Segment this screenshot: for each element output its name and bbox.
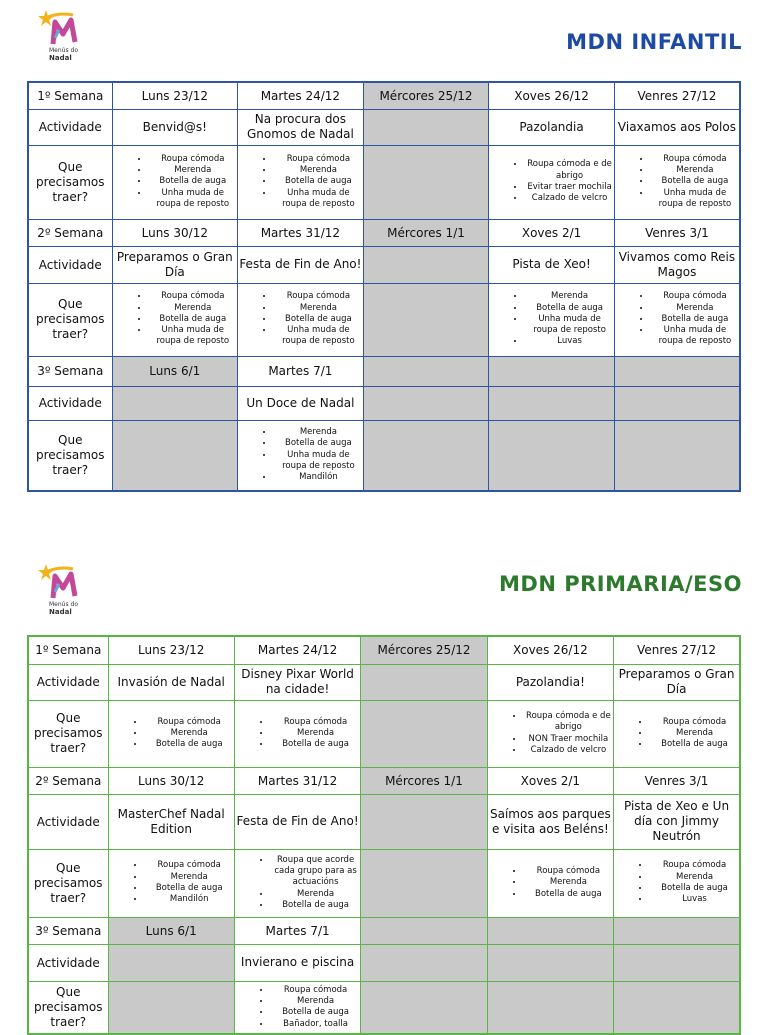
item: • Luvas — [525, 336, 614, 347]
week-label: 1º Semana — [28, 82, 112, 109]
day-header: Xoves 26/12 — [487, 636, 613, 664]
items-cell — [489, 145, 615, 219]
day-header: Xoves 26/12 — [489, 82, 615, 109]
item: • Merenda — [149, 165, 238, 176]
day-header: Martes 24/12 — [238, 82, 364, 109]
item: • Botella de auga — [651, 314, 739, 325]
item: • Roupa cómoda — [271, 717, 360, 728]
item: • NON Traer mochila — [524, 734, 613, 745]
item: • Botella de auga — [271, 1007, 360, 1018]
item: • Merenda — [149, 303, 238, 314]
row-label-activity: Actividade — [28, 109, 112, 145]
logo-text-menus: Menús do — [49, 47, 78, 54]
items-cell — [487, 700, 613, 767]
item: • Merenda — [271, 889, 360, 900]
items-cell — [361, 981, 487, 1034]
day-header: Martes 24/12 — [234, 636, 360, 664]
activity-cell — [361, 944, 487, 981]
item: • Botella de auga — [145, 883, 234, 894]
item: • Roupa cómoda — [650, 860, 739, 871]
day-header: Mércores 25/12 — [363, 82, 489, 109]
activity-cell: Saímos aos parques e visita aos Beléns! — [487, 794, 613, 849]
row-label-activity: Actividade — [28, 246, 112, 283]
item: • Botella de auga — [274, 176, 363, 187]
week-label: 3º Semana — [28, 356, 112, 386]
item: • Merenda — [525, 291, 614, 302]
star-m-logo-icon — [37, 562, 83, 602]
items-cell — [108, 700, 234, 767]
activity-cell: Preparamos o Gran Día — [112, 246, 238, 283]
activity-cell — [363, 109, 489, 145]
items-cell — [238, 283, 364, 356]
activity-cell: Un Doce de Nadal — [238, 386, 364, 420]
activity-cell — [361, 664, 487, 700]
logo — [37, 562, 83, 614]
items-list — [238, 427, 363, 483]
item: • Roupa cómoda — [650, 717, 739, 728]
day-header: Venres 27/12 — [614, 636, 740, 664]
logo-text-nadal: Nadal — [49, 608, 72, 616]
day-header: Martes 7/1 — [238, 356, 364, 386]
activity-cell — [487, 944, 613, 981]
item: • Unha muda de roupa de reposto — [651, 188, 739, 211]
item: • Mandilón — [274, 472, 363, 483]
day-header: Martes 31/12 — [238, 219, 364, 246]
day-header — [363, 356, 489, 386]
items-cell — [238, 420, 364, 491]
activity-cell — [108, 944, 234, 981]
item: • Unha muda de roupa de reposto — [149, 325, 238, 348]
item: • Merenda — [651, 165, 739, 176]
items-cell — [363, 283, 489, 356]
day-header — [614, 356, 740, 386]
day-header: Mércores 25/12 — [361, 636, 487, 664]
logo — [37, 8, 83, 60]
section-title: MDN INFANTIL — [566, 30, 742, 54]
items-cell — [112, 145, 238, 219]
schedule-table-infantil — [27, 81, 741, 492]
item: • Merenda — [524, 877, 613, 888]
row-label-what-to-bring: Que precisamos traer? — [28, 145, 112, 219]
item: • Unha muda de roupa de reposto — [274, 188, 363, 211]
activity-cell — [363, 386, 489, 420]
item: • Botella de auga — [271, 739, 360, 750]
day-header: Luns 23/12 — [108, 636, 234, 664]
items-cell — [614, 283, 740, 356]
row-label-activity: Actividade — [28, 944, 108, 981]
activity-cell: Disney Pixar World na cidade! — [234, 664, 360, 700]
item: • Unha muda de roupa de reposto — [149, 188, 238, 211]
activity-cell: Na procura dos Gnomos de Nadal — [238, 109, 364, 145]
items-list — [235, 985, 360, 1030]
items-cell — [238, 145, 364, 219]
day-header — [487, 917, 613, 944]
item: • Botella de auga — [271, 900, 360, 911]
items-cell — [489, 420, 615, 491]
items-cell — [487, 849, 613, 917]
item: • Unha muda de roupa de reposto — [651, 325, 739, 348]
items-cell — [361, 700, 487, 767]
item: • Roupa cómoda — [149, 291, 238, 302]
activity-cell: Preparamos o Gran Día — [614, 664, 740, 700]
item: • Roupa cómoda — [651, 154, 739, 165]
item: • Luvas — [650, 894, 739, 905]
item: • Merenda — [145, 728, 234, 739]
item: • Roupa cómoda — [274, 291, 363, 302]
item: • Calzado de velcro — [524, 745, 613, 756]
items-cell — [489, 283, 615, 356]
items-cell — [234, 849, 360, 917]
day-header: Venres 3/1 — [614, 767, 740, 794]
item: • Botella de auga — [651, 176, 739, 187]
day-header — [614, 917, 740, 944]
item: • Botella de auga — [524, 889, 613, 900]
item: • Roupa cómoda — [651, 291, 739, 302]
item: • Merenda — [145, 872, 234, 883]
day-header: Venres 3/1 — [614, 219, 740, 246]
item: • Botella de auga — [145, 739, 234, 750]
activity-cell — [361, 794, 487, 849]
item: • Merenda — [650, 872, 739, 883]
item: • Merenda — [271, 996, 360, 1007]
item: • Unha muda de roupa de reposto — [525, 314, 614, 337]
items-list — [489, 291, 614, 347]
items-cell — [112, 420, 238, 491]
day-header: Luns 6/1 — [108, 917, 234, 944]
activity-cell — [614, 386, 740, 420]
row-label-what-to-bring: Que precisamos traer? — [28, 981, 108, 1034]
activity-cell — [614, 944, 740, 981]
item: • Unha muda de roupa de reposto — [274, 450, 363, 473]
activity-cell: Vivamos como Reis Magos — [614, 246, 740, 283]
item: • Calzado de velcro — [525, 193, 614, 204]
item: • Botella de auga — [650, 739, 739, 750]
logo-text-nadal: Nadal — [49, 54, 72, 62]
items-cell — [614, 700, 740, 767]
item: • Roupa cómoda — [271, 985, 360, 996]
items-list — [614, 717, 739, 751]
item: • Roupa cómoda — [145, 860, 234, 871]
items-list — [615, 154, 739, 210]
row-label-what-to-bring: Que precisamos traer? — [28, 849, 108, 917]
day-header: Venres 27/12 — [614, 82, 740, 109]
items-list — [489, 159, 614, 204]
day-header — [489, 356, 615, 386]
items-cell — [614, 849, 740, 917]
row-label-activity: Actividade — [28, 664, 108, 700]
items-list — [238, 291, 363, 347]
item: • Unha muda de roupa de reposto — [274, 325, 363, 348]
activity-cell: Pista de Xeo e Un día con Jimmy Neutrón — [614, 794, 740, 849]
item: • Merenda — [651, 303, 739, 314]
items-list — [488, 866, 613, 900]
items-list — [238, 154, 363, 210]
item: • Merenda — [650, 728, 739, 739]
activity-cell — [363, 246, 489, 283]
logo-text-menus: Menús do — [49, 601, 78, 608]
day-header — [361, 917, 487, 944]
item: • Roupa cómoda — [524, 866, 613, 877]
day-header: Mércores 1/1 — [361, 767, 487, 794]
items-list — [113, 154, 238, 210]
item: • Roupa cómoda e de abrigo — [525, 159, 614, 182]
item: • Merenda — [274, 303, 363, 314]
item: • Botella de auga — [149, 176, 238, 187]
activity-cell: Pazolandia! — [487, 664, 613, 700]
week-label: 1º Semana — [28, 636, 108, 664]
items-cell — [487, 981, 613, 1034]
schedule-table-primaria — [27, 635, 741, 1035]
items-cell — [234, 700, 360, 767]
day-header: Martes 7/1 — [234, 917, 360, 944]
item: • Merenda — [274, 165, 363, 176]
item: • Bañador, toalla — [271, 1019, 360, 1030]
item: • Merenda — [271, 728, 360, 739]
items-cell — [363, 420, 489, 491]
activity-cell: Invasión de Nadal — [108, 664, 234, 700]
day-header: Luns 30/12 — [108, 767, 234, 794]
activity-cell: Festa de Fin de Ano! — [234, 794, 360, 849]
items-cell — [614, 420, 740, 491]
day-header: Luns 6/1 — [112, 356, 238, 386]
activity-cell: Pista de Xeo! — [489, 246, 615, 283]
section-title: MDN PRIMARIA/ESO — [499, 572, 742, 596]
items-cell — [363, 145, 489, 219]
day-header: Luns 30/12 — [112, 219, 238, 246]
activity-cell — [112, 386, 238, 420]
activity-cell: Viaxamos aos Polos — [614, 109, 740, 145]
activity-cell — [489, 386, 615, 420]
activity-cell: Benvid@s! — [112, 109, 238, 145]
item: • Mandilón — [145, 894, 234, 905]
items-list — [614, 860, 739, 905]
item: • Roupa cómoda e de abrigo — [524, 711, 613, 734]
item: • Botella de auga — [525, 303, 614, 314]
activity-cell: Pazolandia — [489, 109, 615, 145]
day-header: Luns 23/12 — [112, 82, 238, 109]
week-label: 2º Semana — [28, 767, 108, 794]
item: • Evitar traer mochila — [525, 182, 614, 193]
activity-cell: Invierano e piscina — [234, 944, 360, 981]
items-cell — [614, 145, 740, 219]
activity-cell: MasterChef Nadal Edition — [108, 794, 234, 849]
item: • Botella de auga — [274, 438, 363, 449]
items-list — [488, 711, 613, 756]
item: • Merenda — [274, 427, 363, 438]
day-header: Mércores 1/1 — [363, 219, 489, 246]
day-header: Xoves 2/1 — [487, 767, 613, 794]
items-cell — [108, 981, 234, 1034]
items-list — [109, 860, 234, 905]
item: • Botella de auga — [650, 883, 739, 894]
items-list — [615, 291, 739, 347]
activity-cell: Festa de Fin de Ano! — [238, 246, 364, 283]
items-list — [113, 291, 238, 347]
row-label-activity: Actividade — [28, 794, 108, 849]
row-label-what-to-bring: Que precisamos traer? — [28, 700, 108, 767]
items-list — [109, 717, 234, 751]
item: • Roupa cómoda — [274, 154, 363, 165]
week-label: 3º Semana — [28, 917, 108, 944]
item: • Botella de auga — [274, 314, 363, 325]
item: • Roupa cómoda — [149, 154, 238, 165]
day-header: Martes 31/12 — [234, 767, 360, 794]
item: • Roupa cómoda — [145, 717, 234, 728]
row-label-what-to-bring: Que precisamos traer? — [28, 420, 112, 491]
row-label-what-to-bring: Que precisamos traer? — [28, 283, 112, 356]
item: • Botella de auga — [149, 314, 238, 325]
items-cell — [234, 981, 360, 1034]
items-cell — [112, 283, 238, 356]
items-list — [235, 855, 360, 911]
row-label-activity: Actividade — [28, 386, 112, 420]
items-cell — [108, 849, 234, 917]
items-list — [235, 717, 360, 751]
week-label: 2º Semana — [28, 219, 112, 246]
items-cell — [361, 849, 487, 917]
day-header: Xoves 2/1 — [489, 219, 615, 246]
items-cell — [614, 981, 740, 1034]
star-m-logo-icon — [37, 8, 83, 48]
item: • Roupa que acorde cada grupo para as actuacións — [271, 855, 360, 889]
